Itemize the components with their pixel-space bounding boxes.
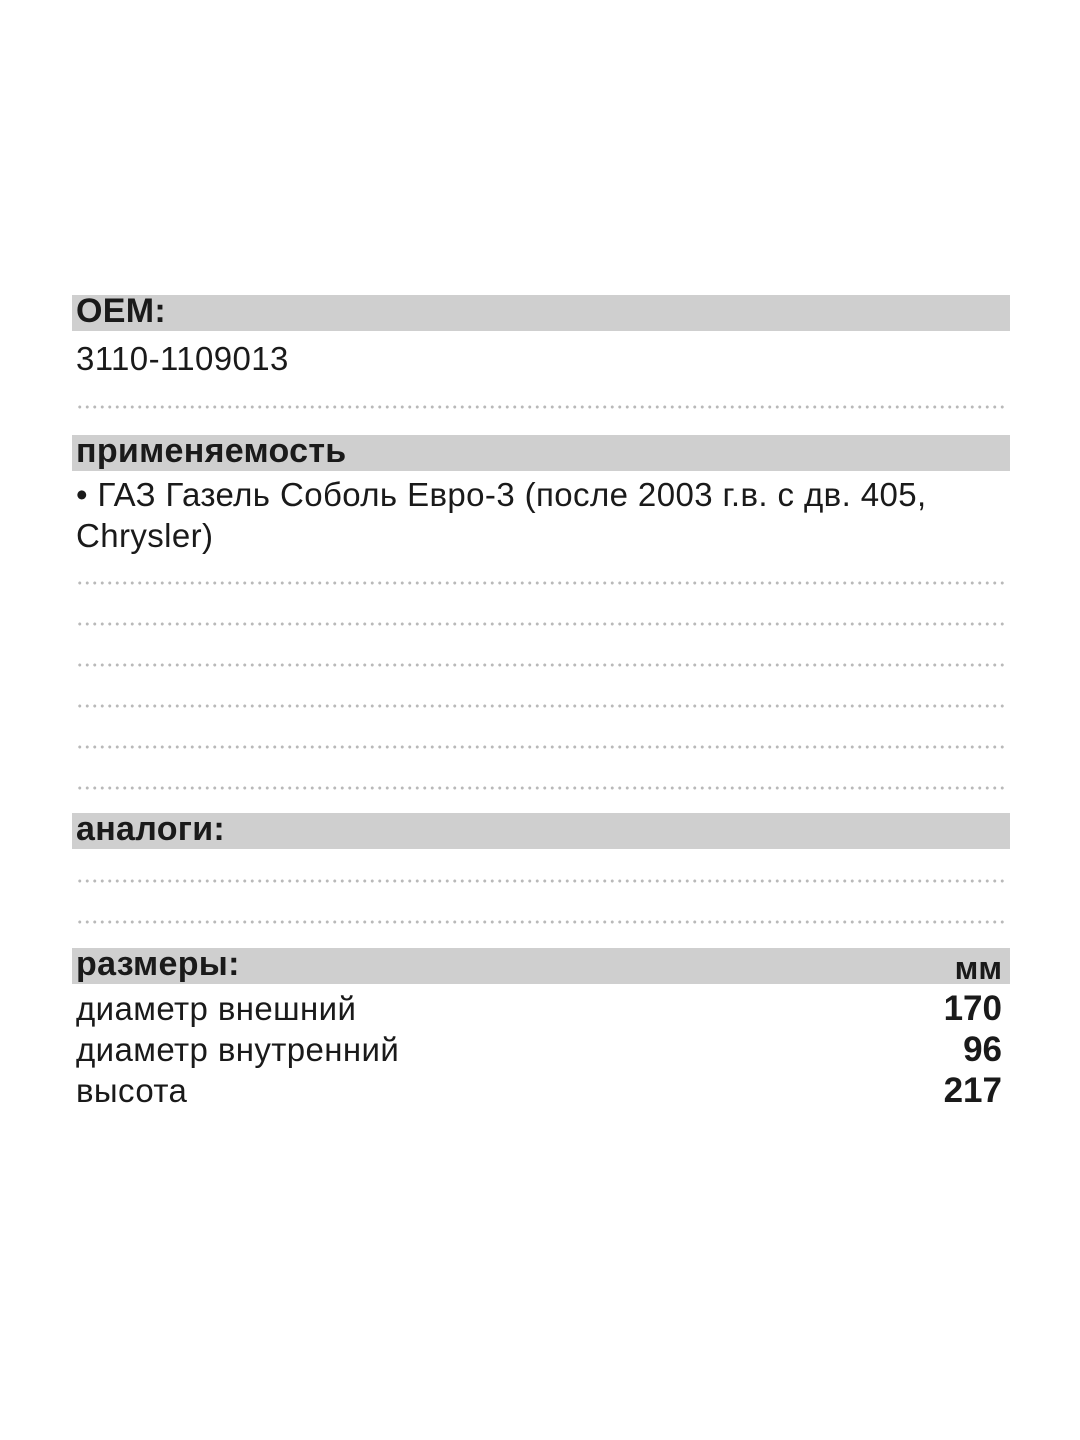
dimension-row-outer-diameter — [76, 988, 1002, 1029]
dotted-divider — [76, 745, 1008, 749]
oem-header — [72, 292, 1010, 331]
oem-title: OEM: — [76, 292, 166, 330]
dotted-divider — [76, 920, 1008, 924]
dimension-value: 217 — [943, 1070, 1002, 1110]
dotted-divider — [76, 879, 1008, 883]
dotted-divider — [76, 786, 1008, 790]
analogs-title: аналоги: — [76, 810, 226, 848]
dimension-value: 170 — [943, 988, 1002, 1028]
dotted-divider — [76, 581, 1008, 585]
dimension-label: диаметр внешний — [76, 989, 357, 1027]
dotted-divider — [76, 663, 1008, 667]
dotted-divider — [76, 622, 1008, 626]
dimension-label: диаметр внутренний — [76, 1030, 400, 1068]
applicability-header — [72, 432, 1010, 471]
dimensions-header — [72, 945, 1010, 986]
dimension-label: высота — [76, 1071, 188, 1109]
dimensions-title: размеры: — [76, 945, 240, 983]
dimension-row-height — [76, 1070, 1002, 1111]
dotted-divider — [76, 405, 1008, 409]
oem-value: 3110-1109013 — [76, 340, 289, 377]
dimension-row-inner-diameter — [76, 1029, 1002, 1070]
applicability-title: применяемость — [76, 432, 347, 470]
analogs-header — [72, 810, 1010, 849]
dimension-value: 96 — [963, 1029, 1002, 1069]
dimensions-unit: мм — [954, 950, 1002, 986]
dotted-divider — [76, 704, 1008, 708]
applicability-text: • ГАЗ Газель Соболь Евро-3 (после 2003 г.в. с дв. 405, Chrysler) — [76, 476, 937, 554]
